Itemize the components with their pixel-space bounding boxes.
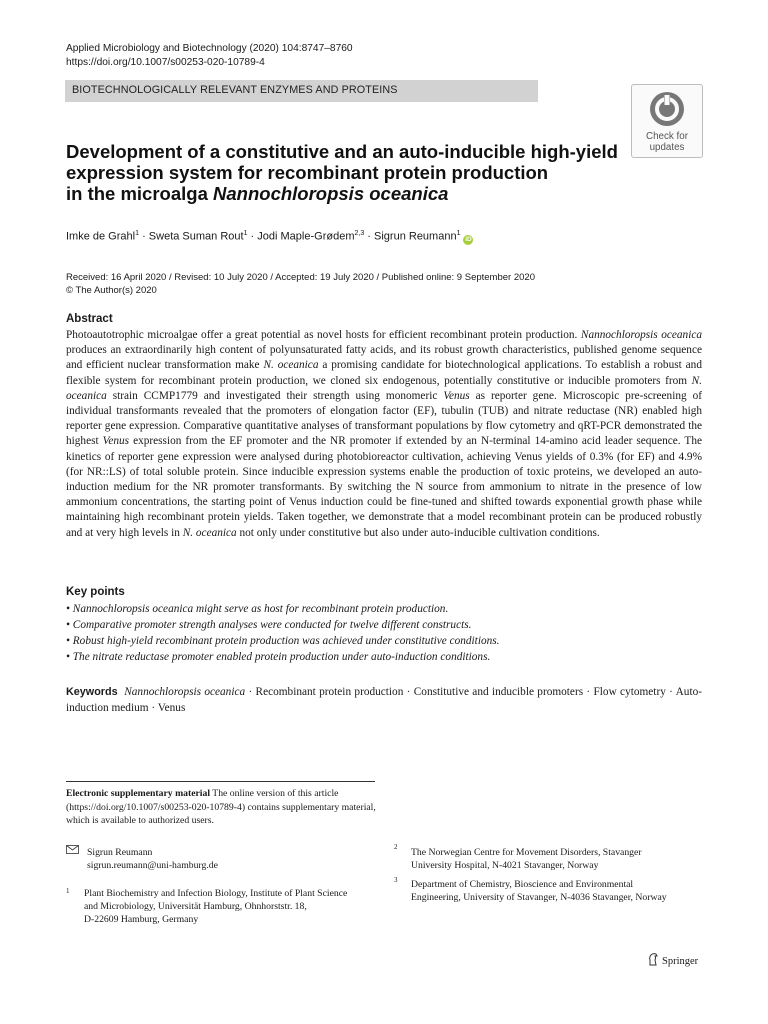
envelope-icon: [66, 845, 79, 854]
title-line-3: [66, 183, 626, 204]
key-points-heading: Key points: [66, 586, 125, 598]
author-list: [66, 230, 473, 245]
supplementary-material-note: [66, 787, 376, 828]
author-separator: ·: [142, 230, 146, 243]
affiliation-1: [84, 887, 384, 926]
author-affiliation-ref: 1: [243, 230, 248, 237]
key-point-item: • Robust high-yield recombinant protein production was achieved under constitutive conditions.: [66, 635, 500, 647]
affiliation-number: 3: [394, 876, 398, 884]
abstract-species: N. oceanica: [263, 359, 319, 372]
key-point-item: • Comparative promoter strength analyses were conducted for twelve different constructs.: [66, 619, 472, 631]
keyword-species: Nannochloropsis oceanica: [124, 686, 246, 698]
check-for-updates-line2: updates: [649, 142, 685, 153]
author-name[interactable]: Sweta Suman Rout: [148, 230, 244, 243]
author-name[interactable]: Jodi Maple-Grødem: [257, 230, 355, 243]
affiliation-line: Plant Biochemistry and Infection Biology, Institute of Plant Science: [84, 888, 348, 899]
affiliation-line: The Norwegian Centre for Movement Disorders, Stavanger: [411, 847, 642, 858]
affiliation-2: [411, 846, 711, 872]
affiliation-line: and Microbiology, Universität Hamburg, Ohnhorststr. 18,: [84, 901, 307, 912]
journal-name-volume: Applied Microbiology and Biotechnology (2020) 104:8747–8760: [66, 43, 353, 54]
author-name[interactable]: Imke de Grahl: [66, 230, 136, 243]
abstract-species: N. oceanica: [182, 526, 237, 539]
check-for-updates-icon: [649, 91, 685, 127]
abstract-text: produces an extraordinarily high content of polyunsaturated fatty acids, and its robust growth characteristics, published genome sequence and efficient nuclear transformation make: [66, 344, 702, 372]
footnote-divider: [66, 781, 375, 782]
esm-label: Electronic supplementary material: [66, 788, 211, 799]
corresponding-author: Sigrun Reumann: [87, 847, 153, 858]
affiliation-line: D-22609 Hamburg, Germany: [84, 914, 199, 925]
copyright-line: © The Author(s) 2020: [66, 285, 157, 296]
springer-horse-icon: [647, 953, 659, 966]
publication-dates: [66, 271, 535, 297]
author-affiliation-ref: 1: [456, 230, 461, 237]
esm-link[interactable]: https://doi.org/10.1007/s00253-020-10789-4: [69, 801, 242, 813]
key-points-list: [66, 601, 706, 665]
author-affiliation-ref: 2,3: [354, 230, 365, 237]
affiliation-line: Engineering, University of Stavanger, N-4036 Stavanger, Norway: [411, 892, 667, 903]
affiliation-line: Department of Chemistry, Bioscience and Environmental: [411, 879, 634, 890]
title-line-3-prefix: in the microalga: [66, 183, 214, 204]
keywords-label: Keywords: [66, 686, 118, 698]
author-name[interactable]: Sigrun Reumann: [374, 230, 457, 243]
abstract-gene: Venus: [102, 435, 130, 448]
affiliation-3: [411, 878, 711, 904]
affiliation-line: University Hospital, N-4021 Stavanger, Norway: [411, 860, 599, 871]
author-separator: ·: [250, 230, 255, 243]
correspondence: [87, 846, 218, 872]
abstract-text: strain CCMP1779 and investigated their strength using monomeric: [106, 389, 444, 402]
journal-citation: [66, 42, 353, 69]
publisher-logo: [647, 953, 698, 967]
title-line-1: Development of a constitutive and an auto-inducible high-yield: [66, 141, 618, 162]
esm-text: ) contains supplementary material, which is available to authorized users.: [66, 801, 376, 826]
section-label-bar: [65, 80, 538, 102]
section-label: BIOTECHNOLOGICALLY RELEVANT ENZYMES AND PROTEINS: [72, 84, 398, 96]
article-title: [66, 141, 626, 204]
author-separator: ·: [367, 230, 371, 243]
abstract-species: Nannochloropsis oceanica: [580, 329, 702, 341]
keywords-block: [66, 684, 702, 716]
key-point-item: • Nannochloropsis oceanica might serve as host for recombinant protein production.: [66, 603, 449, 615]
check-for-updates-line1: Check for: [646, 131, 688, 142]
orcid-icon[interactable]: iD: [465, 235, 472, 243]
key-point-item: • The nitrate reductase promoter enabled protein production under auto-induction conditions.: [66, 651, 491, 663]
abstract-text: a promising candidate for biotechnological applications. To establish a robust and flexible system for recombinant protein production, we cloned six endogenous, potentially constitutive or inducible promoters from: [66, 359, 702, 387]
affiliation-number: 1: [66, 887, 70, 895]
abstract-text: as reporter gene. Microscopic pre-screening of individual transformants revealed that the promoters of elongation factor (EF), tubulin (TUB) and nitrate reductase (NR) enabled high reporter gene expression. Comparative quantitative analyses of transformant populations by flow cytometry and qRT-PCR demonstrated the highest: [66, 389, 703, 448]
affiliation-number: 2: [394, 843, 398, 851]
author-affiliation-ref: 1: [135, 230, 139, 237]
abstract-text: Photoautotrophic microalgae offer a great potential as novel hosts for efficient recombinant protein production.: [66, 329, 581, 341]
check-for-updates-badge[interactable]: [631, 84, 703, 158]
abstract-heading: Abstract: [66, 313, 113, 325]
title-line-2: expression system for recombinant protein production: [66, 162, 549, 183]
doi-link[interactable]: https://doi.org/10.1007/s00253-020-10789-4: [66, 56, 265, 68]
abstract-species: N. oceanica: [66, 374, 702, 402]
corresponding-email[interactable]: sigrun.reumann@uni-hamburg.de: [87, 860, 218, 871]
history-dates: Received: 16 April 2020 / Revised: 10 July 2020 / Accepted: 19 July 2020 / Published online: 9 September 2020: [66, 272, 535, 283]
abstract-text: not only under constitutive but also under auto-inducible cultivation conditions.: [236, 526, 600, 539]
esm-text: The online version of this article (: [66, 788, 339, 813]
keywords-list: · Recombinant protein production · Constitutive and inducible promoters · Flow cytometry · Auto-induction medium · Venus: [66, 686, 702, 714]
abstract-body: [66, 328, 702, 541]
publisher-name: Springer: [662, 956, 699, 967]
abstract-text: expression from the EF promoter and the NR promoter if extended by an N-terminal 14-amino acid leader sequence. The kinetics of reporter gene expression were analysed during photobioreactor cultivation, achieving Venus yields of 0.3% (for EF) and 4.9% (for NR::LS) of total soluble protein. Since inducible expression systems enable the production of toxic proteins, we developed an auto-induction medium for the NR promoter transformants. By switching the N source from ammonium to nitrate in the presence of low ammonium concentrations, the starting point of Venus induction could be fine-tuned and shifted towards exponential growth phase while maintaining high recombinant protein yields. Taken together, we demonstrate that a model recombinant protein can be produced robustly and at very high levels in: [66, 435, 702, 539]
title-species-name: Nannochloropsis oceanica: [213, 183, 449, 204]
abstract-gene: Venus: [443, 389, 470, 402]
